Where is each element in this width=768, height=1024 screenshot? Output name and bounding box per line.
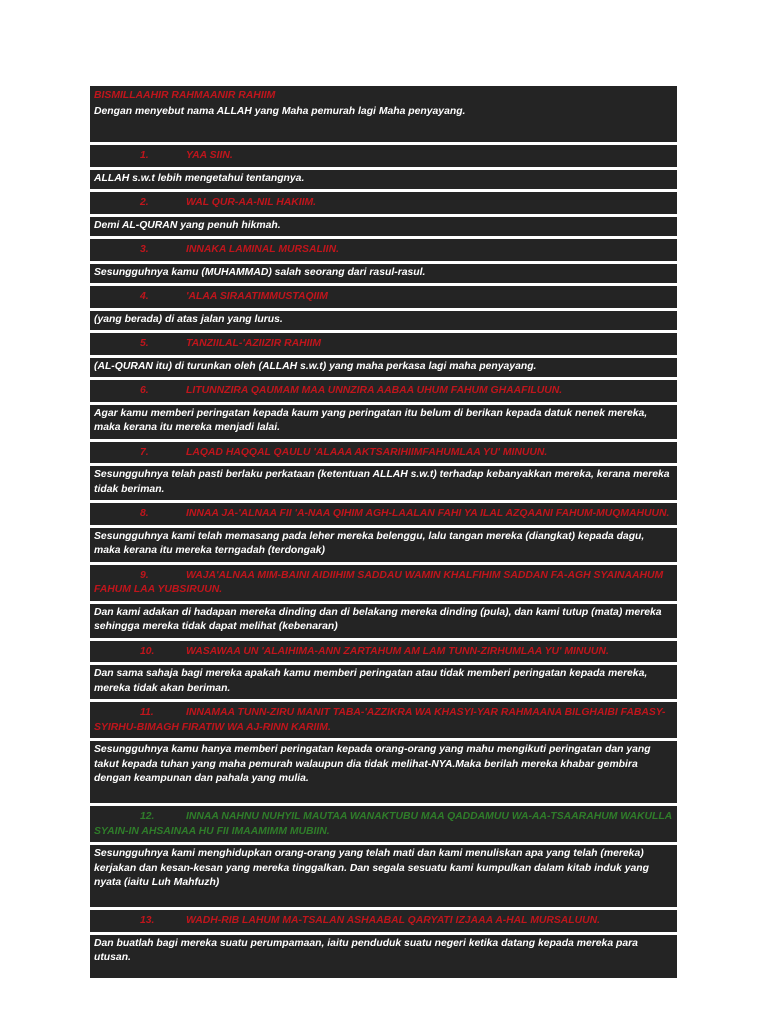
verse-number: 7. (140, 446, 149, 458)
translation-9: Dan kami adakan di hadapan mereka dinding dan di belakang mereka dinding (pula), dan kami tutup (mata) mereka sehingga mereka tidak dapat melihat (kebenaran) (90, 604, 677, 638)
verse-text: WADH-RIB LAHUM MA-TSALAN ASHAABAL QARYATI IZJAAA A-HAL MURSALUUN. (186, 915, 601, 926)
verse-number: 6. (140, 385, 149, 396)
verse-10 (90, 641, 677, 663)
translation-11: Sesungguhnya kamu hanya memberi peringatan kepada orang-orang yang mahu mengikuti peringatan dan yang takut kepada tuhan yang maha pemurah walaupun dia tidak melihat-NYA.Maka berilah mereka khabar gembira dengan keampunan dan pahala yang mulia. (90, 741, 677, 803)
verse-text: WASAWAA UN 'ALAIHIMA-ANN ZARTAHUM AM LAM TUNN-ZIRHUMLAA YU' MINUUN. (186, 645, 609, 657)
verse-number: 13. (140, 915, 155, 926)
verse-text: YAA SIIN. (186, 150, 233, 161)
verse-number: 11. (140, 707, 154, 718)
verse-number: 10. (140, 645, 155, 657)
verse-number: 2. (140, 197, 149, 208)
verse-text: INNAA NAHNU NUHYIL MAUTAA WANAKTUBU MAA QADDAMUU WA-AA-TSAARAHUM WAKULLA SYAIN-IN AHSAINAA HU FII IMAAMIMM MUBIIN. (94, 811, 672, 837)
verse-8 (90, 503, 677, 525)
translation-8: Sesungguhnya kami telah memasang pada leher mereka belenggu, lalu tangan mereka (diangkat) kepada dagu, maka kerana itu mereka terngadah (terdongak) (90, 528, 677, 562)
verse-number: 4. (140, 291, 149, 302)
translation-12: Sesungguhnya kami menghidupkan orang-orang yang telah mati dan kami menuliskan apa yang telah (mereka) kerjakan dan kesan-kesan yang mereka tinggalkan. Dan segala sesuatu kami kumpulkan dalam kitab induk yang nyata (iaitu Luh Mahfuzh) (90, 845, 677, 907)
verse-number: 3. (140, 244, 149, 255)
verse-text: LITUNNZIRA QAUMAM MAA UNNZIRA AABAA UHUM FAHUM GHAAFILUUN. (186, 385, 563, 396)
document-body (90, 86, 677, 978)
verse-text: TANZIILAL-'AZIIZIR RAHIIM (186, 338, 322, 349)
verse-text: 'ALAA SIRAATIMMUSTAQIIM (186, 291, 328, 302)
verse-number: 1. (140, 150, 149, 161)
verse-text: INNAKA LAMINAL MURSALIIN. (186, 244, 339, 255)
verse-4 (90, 286, 677, 308)
verse-text: INNAA JA-'ALNAA FII 'A-NAA QIHIM AGH-LAALAN FAHI YA ILAL AZQAANI FAHUM-MUQMAHUUN. (186, 508, 670, 519)
verse-6 (90, 380, 677, 402)
verse-text: INNAMAA TUNN-ZIRU MANIT TABA-'AZZIKRA WA KHASYI-YAR RAHMAANA BILGHAIBI FABASY-SYIRHU-BIMAGH FIRATIW WA AJ-RINN KARIIM. (94, 707, 666, 733)
translation-10: Dan sama sahaja bagi mereka apakah kamu memberi peringatan atau tidak memberi peringatan kepada mereka, mereka tidak akan beriman. (90, 665, 677, 699)
translation-2: Demi AL-QURAN yang penuh hikmah. (90, 217, 677, 237)
verse-number: 9. (140, 569, 149, 581)
translation-1: ALLAH s.w.t lebih mengetahui tentangnya. (90, 170, 677, 190)
translation-4: (yang berada) di atas jalan yang lurus. (90, 311, 677, 331)
translation-7: Sesungguhnya telah pasti berlaku perkataan (ketentuan ALLAH s.w.t) terhadap kebanyakkan mereka, kerana mereka tidak beriman. (90, 466, 677, 500)
translation-6: Agar kamu memberi peringatan kepada kaum yang peringatan itu belum di berikan kepada datuk nenek mereka, maka kerana itu mereka menjadi lalai. (90, 405, 677, 439)
verse-text: LAQAD HAQQAL QAULU 'ALAAA AKTSARIHIIMFAHUMLAA YU' MINUUN. (186, 446, 548, 458)
bismillah-arabic: BISMILLAAHIR RAHMAANIR RAHIIM (94, 90, 276, 101)
verse-11 (90, 702, 677, 738)
verse-5 (90, 333, 677, 355)
verse-number: 5. (140, 338, 149, 349)
translation-13: Dan buatlah bagi mereka suatu perumpamaan, iaitu penduduk suatu negeri ketika datang kepada mereka para utusan. (90, 935, 677, 978)
verse-number: 8. (140, 508, 149, 519)
bismillah-translation: Dengan menyebut nama ALLAH yang Maha pemurah lagi Maha penyayang. (94, 105, 466, 117)
verse-7 (90, 442, 677, 464)
verse-1 (90, 145, 677, 167)
verse-2 (90, 192, 677, 214)
translation-3: Sesungguhnya kamu (MUHAMMAD) salah seorang dari rasul-rasul. (90, 264, 677, 284)
bismillah-block (90, 86, 677, 142)
verse-3 (90, 239, 677, 261)
verse-text: WAJA'ALNAA MIM-BAINI AIDIIHIM SADDAU WAMIN KHALFIHIM SADDAN FA-AGH SYAINAAHUM FAHUM LAA YUBSIRUUN. (94, 569, 664, 595)
translation-5: (AL-QURAN itu) di turunkan oleh (ALLAH s.w.t) yang maha perkasa lagi maha penyayang. (90, 358, 677, 378)
verse-9 (90, 565, 677, 601)
verse-13 (90, 910, 677, 932)
verse-number: 12. (140, 811, 155, 822)
verse-12 (90, 806, 677, 842)
verse-text: WAL QUR-AA-NIL HAKIIM. (186, 197, 317, 208)
